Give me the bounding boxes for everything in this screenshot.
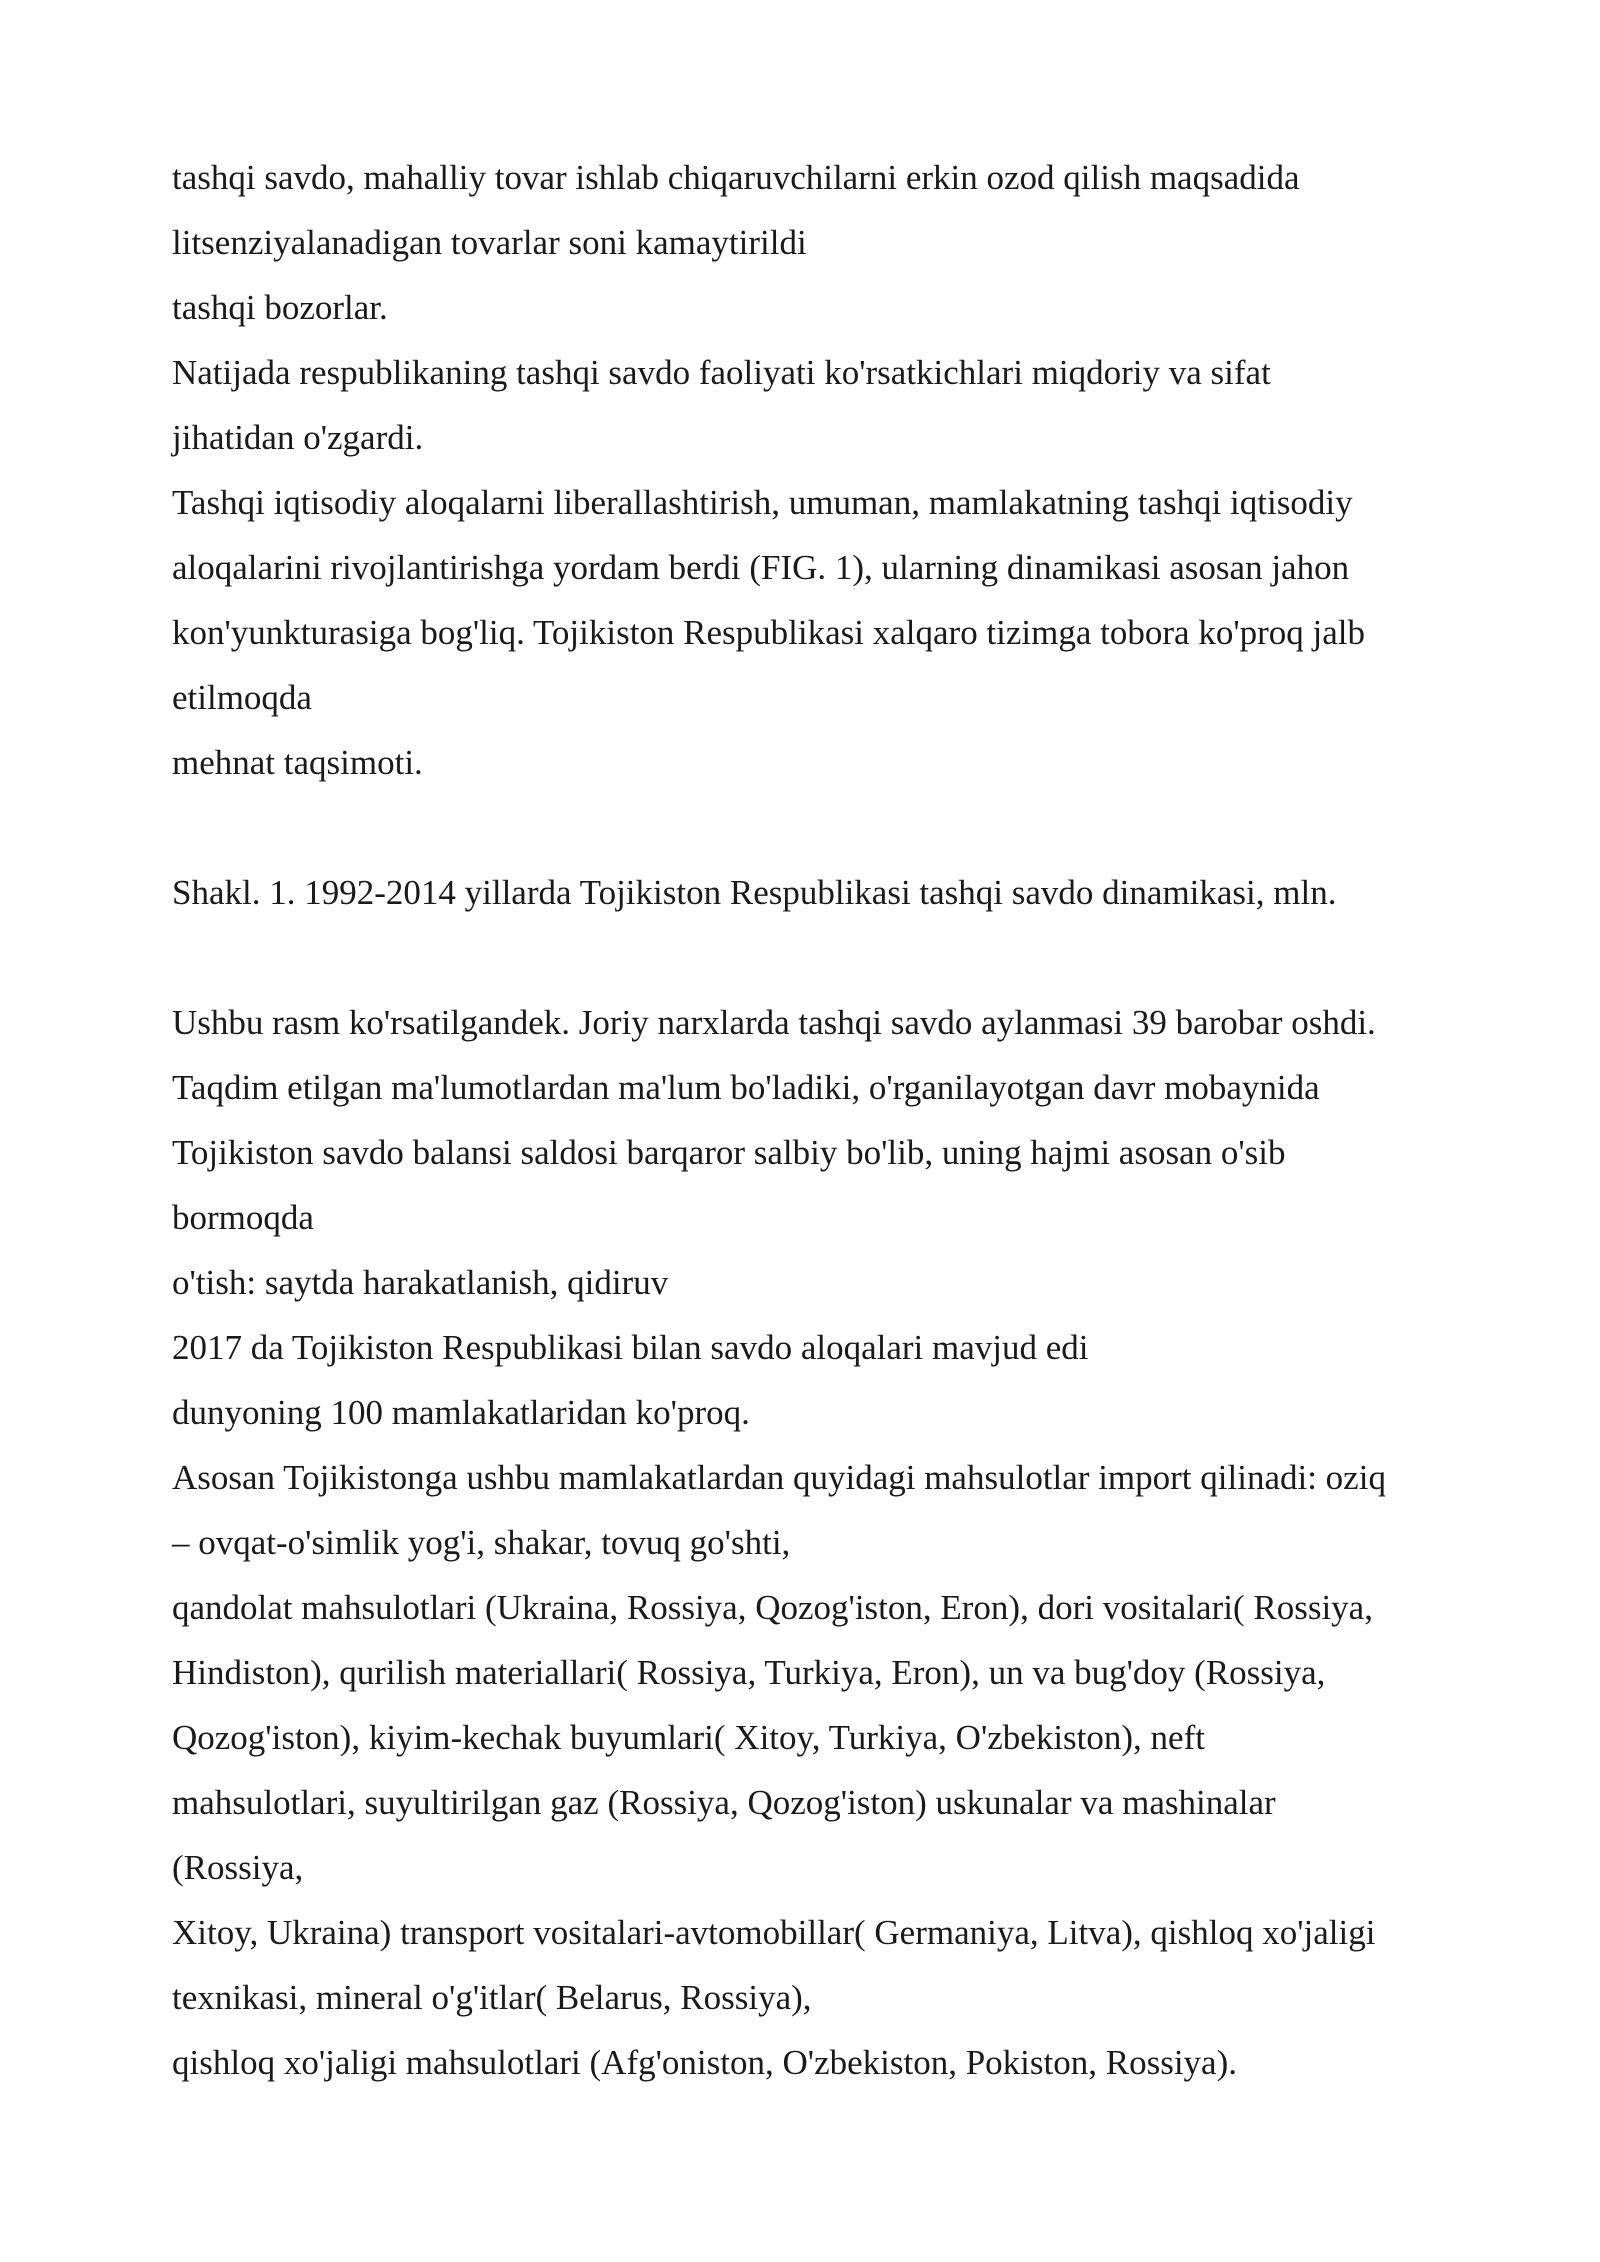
text-line: litsenziyalanadigan tovarlar soni kamaytirildi: [172, 223, 807, 262]
text-line: mehnat taqsimoti.: [172, 743, 423, 782]
text-line: Taqdim etilgan ma'lumotlardan ma'lum bo'ladiki, o'rganilayotgan davr mobaynida: [172, 1068, 1320, 1107]
text-line: kon'yunkturasiga bog'liq. Tojikiston Respublikasi xalqaro tizimga tobora ko'proq jalb: [172, 613, 1366, 652]
text-line: mahsulotlari, suyultirilgan gaz (Rossiya, Qozog'iston) uskunalar va mashinalar: [172, 1783, 1276, 1822]
text-line: – ovqat-o'simlik yog'i, shakar, tovuq go'shti,: [172, 1523, 791, 1562]
text-line: texnikasi, mineral o'g'itlar( Belarus, Rossiya),: [172, 1978, 812, 2017]
text-line: etilmoqda: [172, 678, 312, 717]
text-line: Tashqi iqtisodiy aloqalarni liberallashtirish, umuman, mamlakatning tashqi iqtisodiy: [172, 483, 1353, 522]
text-line: tashqi savdo, mahalliy tovar ishlab chiqaruvchilarni erkin ozod qilish maqsadida: [172, 158, 1300, 197]
text-line: qandolat mahsulotlari (Ukraina, Rossiya, Qozog'iston, Eron), dori vositalari( Rossiya,: [172, 1588, 1373, 1627]
text-line: Xitoy, Ukraina) transport vositalari-avtomobillar( Germaniya, Litva), qishloq xo'jaligi: [172, 1913, 1376, 1952]
text-line: aloqalarini rivojlantirishga yordam berdi (FIG. 1), ularning dinamikasi asosan jahon: [172, 548, 1350, 587]
text-line: dunyoning 100 mamlakatlaridan ko'proq.: [172, 1393, 750, 1432]
blank-line: [172, 795, 1502, 860]
blank-line: [172, 925, 1502, 990]
text-line: jihatidan o'zgardi.: [172, 418, 424, 457]
text-line: bormoqda: [172, 1198, 314, 1237]
text-line: Natijada respublikaning tashqi savdo faoliyati ko'rsatkichlari miqdoriy va sifat: [172, 353, 1271, 392]
text-line: Ushbu rasm ko'rsatilgandek. Joriy narxlarda tashqi savdo aylanmasi 39 barobar oshdi.: [172, 1003, 1376, 1042]
figure-caption: Shakl. 1. 1992-2014 yillarda Tojikiston Respublikasi tashqi savdo dinamikasi, mln.: [172, 873, 1337, 912]
document-body: [172, 145, 1502, 2095]
text-line: Tojikiston savdo balansi saldosi barqaror salbiy bo'lib, uning hajmi asosan o'sib: [172, 1133, 1286, 1172]
text-line: o'tish: saytda harakatlanish, qidiruv: [172, 1263, 669, 1302]
text-line: 2017 da Tojikiston Respublikasi bilan savdo aloqalari mavjud edi: [172, 1328, 1089, 1367]
text-line: tashqi bozorlar.: [172, 288, 388, 327]
text-line: (Rossiya,: [172, 1848, 304, 1887]
text-line: qishloq xo'jaligi mahsulotlari (Afg'oniston, O'zbekiston, Pokiston, Rossiya).: [172, 2043, 1237, 2082]
text-line: Qozog'iston), kiyim-kechak buyumlari( Xitoy, Turkiya, O'zbekiston), neft: [172, 1718, 1205, 1757]
text-line: Asosan Tojikistonga ushbu mamlakatlardan quyidagi mahsulotlar import qilinadi: oziq: [172, 1458, 1386, 1497]
text-line: Hindiston), qurilish materiallari( Rossiya, Turkiya, Eron), un va bug'doy (Rossiya,: [172, 1653, 1326, 1692]
